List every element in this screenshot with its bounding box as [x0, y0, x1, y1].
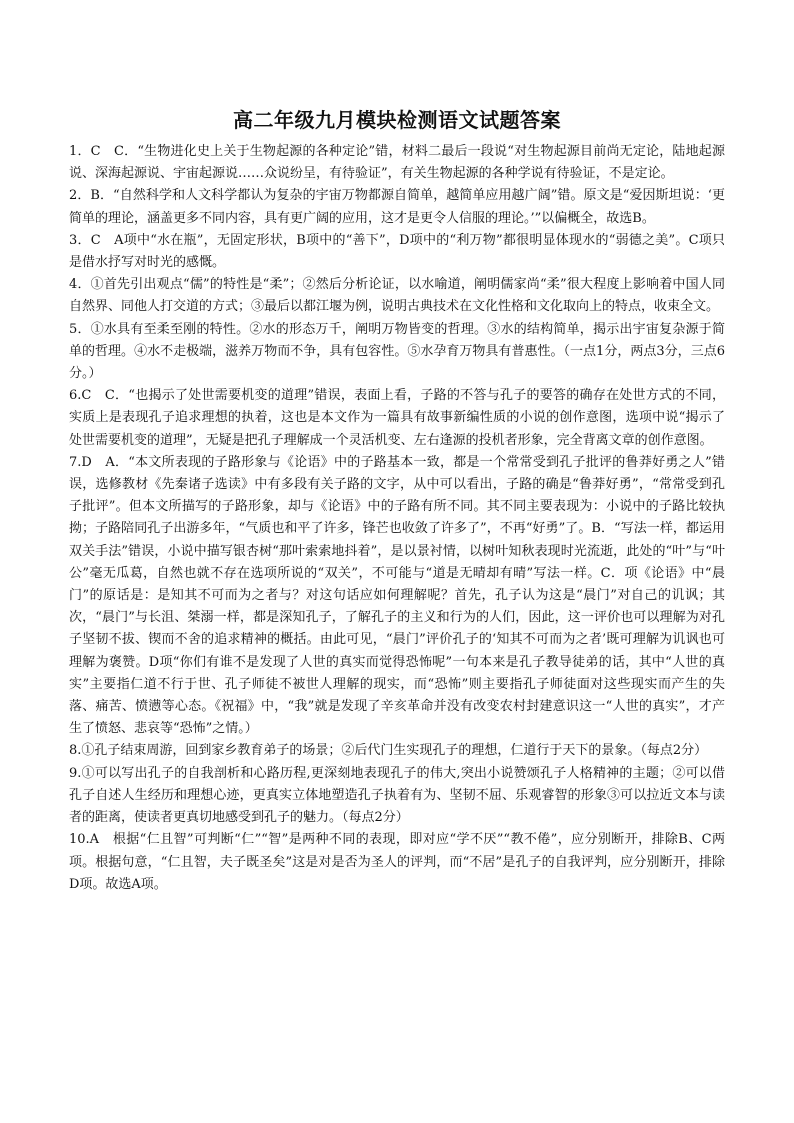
answer-8: 8.①孔子结束周游，回到家乡教育弟子的场景；②后代门生实现孔子的理想，仁道行于天下的景象。（每点2分）: [69, 743, 708, 759]
answer-9: 9.①可以写出孔子的自我剖析和心路历程,更深刻地表现孔子的伟大,突出小说赞颂孔子人格精神的主题；②可以借孔子自述人生经历和理想心迹，更真实立体地塑造孔子执着有为、坚韧不屈、乐观睿智的形象③可以拉近文本与读者的距离，使读者更真切地感受到孔子的魅力。（每点2分）: [69, 765, 725, 826]
answer-1: 1．C C．“生物进化史上关于生物起源的各种定论”错，材料二最后一段说“对生物起源目前尚无定论，陆地起源说、深海起源说、宇宙起源说……众说纷呈，有待验证”，有关生物起源的各种学说有待验证，不是定论。: [69, 144, 725, 182]
answer-10: 10.A 根据“仁且智”可判断“仁”“智”是两种不同的表现，即对应“学不厌”“教不倦”，应分别断开，排除B、C两项。根据句意，“仁且智，夫子既圣矣”这是对是否为圣人的评判，而“不居”是孔子的自我评判，应分别断开，排除D项。故选A项。: [69, 832, 725, 892]
document-title: 高二年级九月模块检测语文试题答案: [233, 108, 561, 132]
answer-5: 5．①水具有至柔至刚的特性。②水的形态万千，阐明万物皆变的哲理。③水的结构简单，揭示出宇宙复杂源于简单的哲理。④水不走极端，滋养万物而不争，具有包容性。⑤水孕育万物具有普惠性。（一点1分，两点3分，三点6分。）: [69, 321, 725, 382]
answer-2: 2．B．“自然科学和人文科学都认为复杂的宇宙万物都源自简单，越简单应用越广阔”错。原文是“爱因斯坦说：‘更简单的理论，涵盖更多不同内容，具有更广阔的应用，这才是更令人信服的理论。’”以偏概全，故选B。: [69, 188, 725, 226]
answer-6: 6.C C．“也揭示了处世需要机变的道理”错误，表面上看，子路的不答与孔子的要答的确存在处世方式的不同，实质上是表现孔子追求理想的执着，这也是本文作为一篇具有故事新编性质的小说的创作意图，选项中说“揭示了处世需要机变的道理”，无疑是把孔子理解成一个灵活机变、左右逢源的投机者形象，完全背离文章的创作意图。: [69, 388, 725, 448]
answer-4: 4．①首先引出观点“儒”的特性是“柔”；②然后分析论证，以水喻道，阐明儒家尚“柔”很大程度上影响着中国人同自然界、同他人打交道的方式；③最后以都江堰为例，说明古典技术在文化性格和文化取向上的特点，收束全文。: [69, 277, 725, 315]
answer-7: 7.D A．“本文所表现的子路形象与《论语》中的子路基本一致，都是一个常常受到孔子批评的鲁莽好勇之人”错误，选修教材《先秦诸子选读》中有多段有关子路的文字，从中可以看出，子路的确是“鲁莽好勇”，“常常受到孔子批评”。但本文所描写的子路形象，却与《论语》中的子路有所不同。其不同主要表现为：小说中的子路比较执拗；子路陪同孔子出游多年，“气质也和平了许多，锋芒也收敛了许多了”，不再“好勇”了。B．“写法一样，都运用双关手法”错误，小说中描写银杏树“那叶索索地抖着”，是以景衬情，以树叶知秋表现时光流逝，此处的“叶”与“叶公”毫无瓜葛，自然也就不存在选项所说的“双关”，不可能与“道是无晴却有晴”写法一样。C．项《论语》中“晨门”的原话是：是知其不可而为之者与？对这句话应如何理解呢？首先，孔子认为这是“晨门”对自己的讥讽；其次，“晨门”与长沮、桀溺一样，都是深知孔子，了解孔子的主义和行为的人们，因此，这一评价也可以理解为对孔子坚韧不拔、锲而不舍的追求精神的概括。由此可见，“晨门”评价孔子的‘知其不可而为之者’既可理解为讥讽也可理解为褒赞。D项“你们有谁不是发现了人世的真实而觉得恐怖呢”一句本来是孔子教导徒弟的话，其中“人世的真实”主要指仁道不行于世、孔子师徒不被世人理解的现实，而“恐怖”则主要指孔子师徒面对这些现实而产生的失落、痛苦、愤懑等心态。《祝福》中，“我”就是发现了辛亥革命并没有改变农村封建意识这一“人世的真实”，才产生了愤怒、悲哀等“恐怖”之情。）: [69, 454, 725, 737]
answer-3: 3．C A项中“水在瓶”，无固定形状，B项中的“善下”，D项中的“利万物”都很明显体现水的“弱德之美”。C项只是借水抒写对时光的感慨。: [69, 232, 725, 271]
answer-list: [69, 141, 725, 896]
